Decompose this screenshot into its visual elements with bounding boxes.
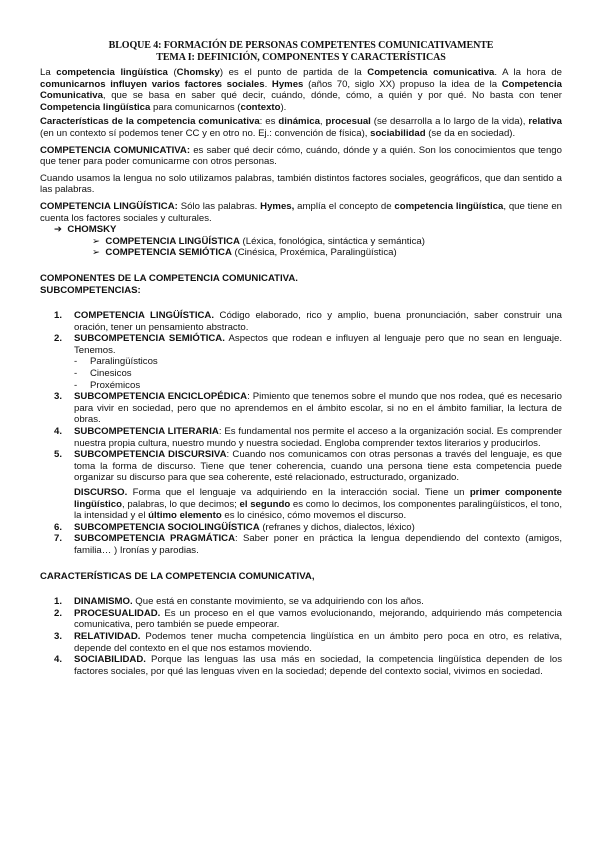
- characteristics-heading: CARACTERÍSTICAS DE LA COMPETENCIA COMUNICATIVA,: [40, 570, 315, 582]
- list-item: 6. SUBCOMPETENCIA SOCIOLINGÜÍSTICA (refranes y dichos, dialectos, léxico): [54, 521, 415, 533]
- page-title: [40, 40, 562, 64]
- document-page: [40, 40, 562, 677]
- arrow-icon: ➔: [54, 224, 63, 236]
- triangle-bullet-icon: ➢: [92, 247, 101, 259]
- topic-title: TEMA I: DEFINICIÓN, COMPONENTES Y CARACTERÍSTICAS: [156, 52, 446, 63]
- linguistic-competence-definition: COMPETENCIA LINGÜÍSTICA: Sólo las palabras. Hymes, amplía el concepto de competencia lingüística, que tiene en cuenta los factores sociales y culturales.: [40, 200, 562, 224]
- list-item: 2. SUBCOMPETENCIA SEMIÓTICA. Aspectos que rodean e influyen al lenguaje pero que no sean en lenguaje. Tenemos. - Paralingüísticos - Cinesicos - Proxémicos: [54, 333, 563, 391]
- list-item: - Cinesicos: [74, 368, 132, 380]
- intro-paragraph: La competencia lingüística (Chomsky) es el punto de partida de la Competencia comunicativa. A la hora de comunicarnos influyen varios factores sociales. Hymes (años 70, siglo XX) propuso la idea de la Competencia Comunicativa, que se basa en saber qué decir, cuándo, dónde, cómo, a quién y por qué. No basta con tener Competencia lingüística para comunicarnos (contexto).: [40, 67, 562, 113]
- components-heading: COMPONENTES DE LA COMPETENCIA COMUNICATIVA. SUBCOMPETENCIAS:: [40, 272, 298, 296]
- subcompetencies-list: [40, 310, 562, 556]
- list-item: - Proxémicos: [74, 379, 141, 391]
- list-item: - Paralingüísticos: [74, 356, 158, 368]
- communicative-competence-definition: COMPETENCIA COMUNICATIVA: es saber qué decir cómo, cuándo, dónde y a quién. Son los conocimientos que tengo que tener para poder comunicarme con otros personas.: [40, 144, 562, 168]
- semiotic-sublist: [74, 356, 562, 391]
- linguistic-subitem: ➢ COMPETENCIA LINGÜÍSTICA (Léxica, fonológica, sintáctica y semántica): [92, 235, 425, 247]
- characteristics-list: [40, 596, 562, 677]
- discourse-paragraph: DISCURSO. Forma que el lenguaje va adquiriendo en la interacción social. Tiene un primer componente lingüístico, palabras, lo que decimos; el segundo es como lo decimos, los componentes paralingüísticos, el tono, la intensidad y el último elemento es lo cinésico, cómo movemos el discurso.: [74, 487, 563, 522]
- list-item: 5. SUBCOMPETENCIA DISCURSIVA: Cuando nos comunicamos con otras personas a través del lenguaje, es que toma la forma de discurso. Tiene que tener coherencia, cuando una persona tiene esta competencia puede organizar su discurso para que sea coherente, esté relacionado, estructurado, organizado. DISCURSO. Forma que el lenguaje va adquiriendo en la interacción social. Tiene un primer componente lingüístico, palabras, lo que decimos; el segundo es como lo decimos, los componentes paralingüísticos, el tono, la intensidad y el último elemento es lo cinésico, cómo movemos el discurso.: [54, 449, 563, 522]
- semiotic-subitem: ➢ COMPETENCIA SEMIÓTICA (Cinésica, Proxémica, Paralingüística): [92, 247, 397, 259]
- list-item: 7. SUBCOMPETENCIA PRAGMÁTICA: Saber poner en práctica la lengua dependiendo del contexto (amigos, familia… ) Ironías y parodias.: [54, 533, 562, 556]
- list-item: 1. DINAMISMO. Que está en constante movimiento, se va adquiriendo con los años.: [54, 596, 424, 608]
- list-item: 2. PROCESUALIDAD. Es un proceso en el que vamos evolucionando, mejorando, adquiriendo más competencia comunicativa, pero también se puede empeorar.: [54, 607, 562, 631]
- chomsky-item: ➔ CHOMSKY: [54, 224, 117, 236]
- block-title: BLOQUE 4: FORMACIÓN DE PERSONAS COMPETENTES COMUNICATIVAMENTE: [108, 40, 494, 51]
- list-item: 3. RELATIVIDAD. Podemos tener mucha competencia lingüística en un ámbito pero poca en otro, es relativa, depende del contexto en el que nos estamos moviendo.: [54, 630, 562, 654]
- list-item: 4. SUBCOMPETENCIA LITERARIA: Es fundamental nos permite el acceso a la organización social. Es comprender nuestra propia cultura, nuestro mundo y nuestra sociedad. Engloba comprender textos literarios y producirlos.: [54, 426, 562, 449]
- list-item: 4. SOCIABILIDAD. Porque las lenguas las usa más en sociedad, la competencia lingüística dependen de los factores sociales, por qué las lenguas viven en la sociedad; depende del contexto social, vivimos en sociedad.: [54, 654, 562, 677]
- triangle-bullet-icon: ➢: [92, 235, 101, 247]
- list-item: 3. SUBCOMPETENCIA ENCICLOPÉDICA: Pimiento que tenemos sobre el mundo que nos rodea, qué es necesario para vivir en sociedad, pero que no aprendemos en el ámbito escolar, si no en el ámbito familiar, la lectura de obras.: [54, 391, 563, 426]
- list-item: 1. COMPETENCIA LINGÜÍSTICA. Código elaborado, rico y amplio, buena pronunciación, saber construir una oración, tener un pensamiento abstracto.: [54, 310, 563, 333]
- language-usage-paragraph: Cuando usamos la lengua no solo utilizamos palabras, también distintos factores sociales, geográficos, que dan sentido a las palabras.: [40, 172, 562, 196]
- characteristics-paragraph: Características de la competencia comunicativa: es dinámica, procesual (se desarrolla a lo largo de la vida), relativa (en un contexto sí podemos tener CC y en otro no. Ej.: convención de física), sociabilidad (se da en sociedad).: [40, 116, 562, 139]
